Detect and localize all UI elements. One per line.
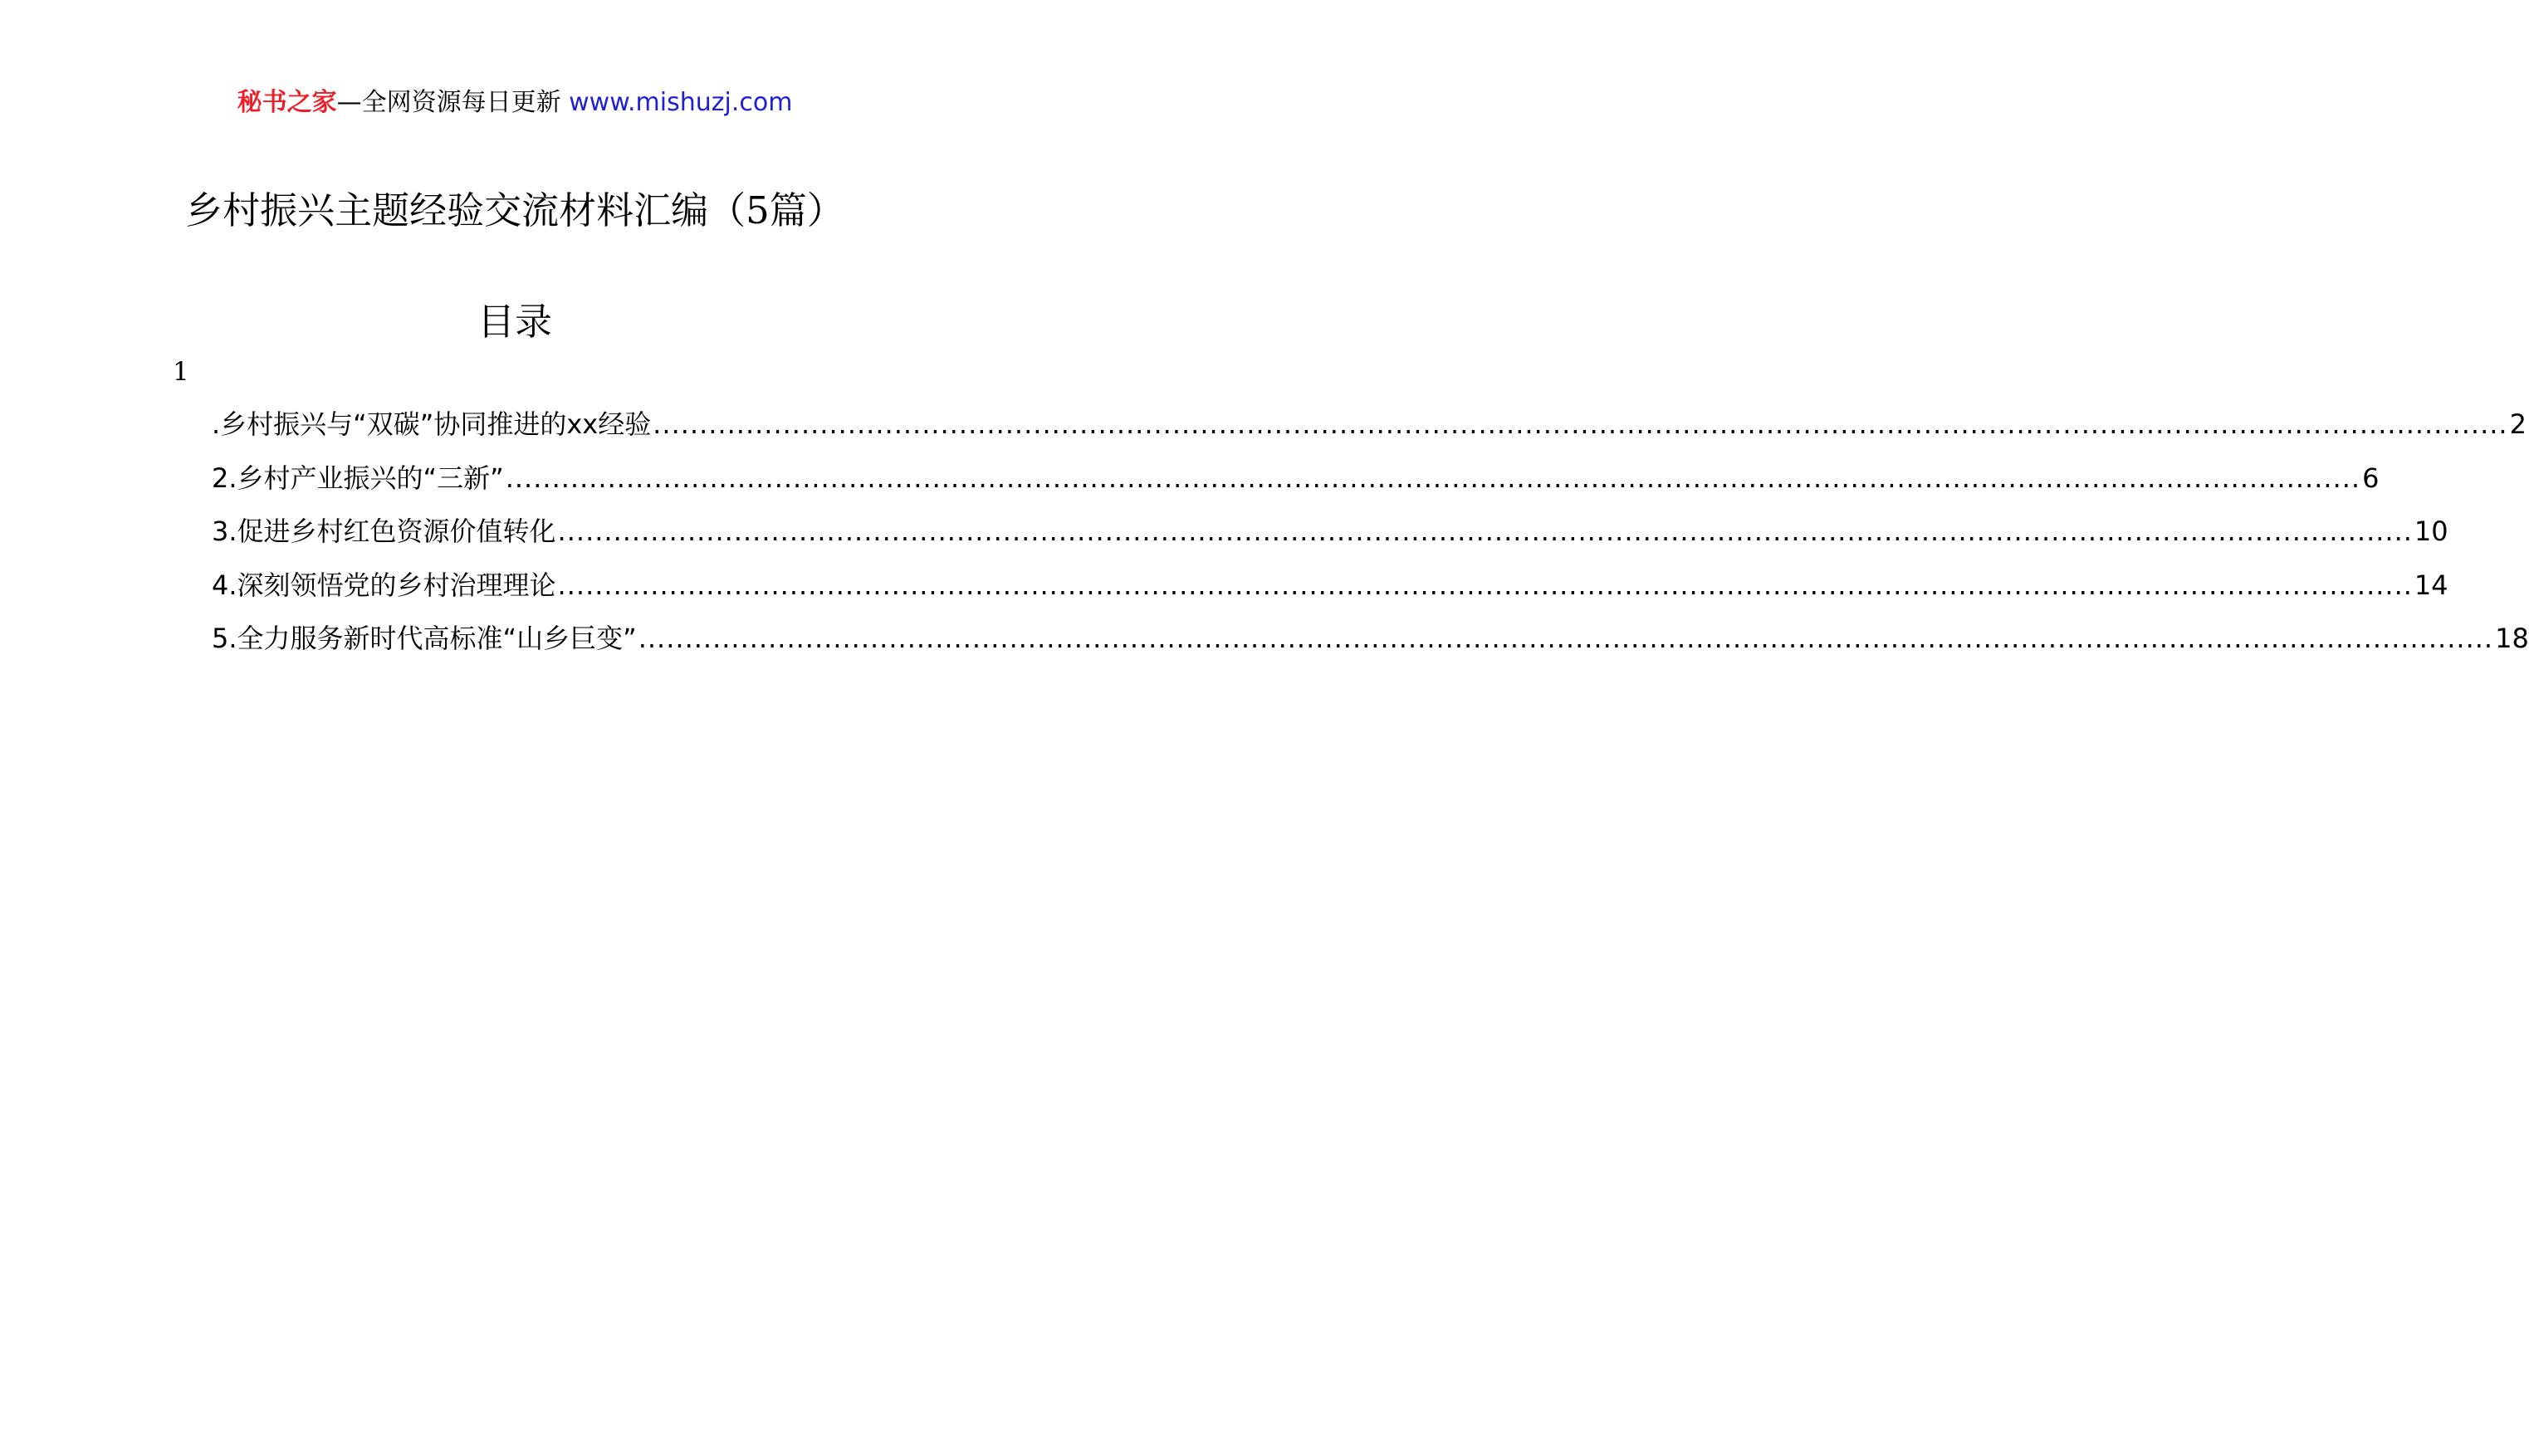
toc-entry-title: 3.促进乡村红色资源价值转化 (212, 515, 556, 547)
toc-entry[interactable] (212, 568, 2448, 622)
toc-dot-leader: ........................................................................................................................................................................................................ (505, 462, 2361, 494)
toc-dot-leader: ........................................................................................................................................................................................................ (638, 623, 2494, 654)
toc-entry-title: 2.乡村产业振兴的“三新” (212, 462, 504, 494)
toc-entry-title: .乡村振兴与“双碳”协同推进的xx经验 (212, 408, 652, 440)
document-title (0, 184, 1030, 237)
toc-entry[interactable] (212, 514, 2448, 568)
toc-entry-title: 5.全力服务新时代高标准“山乡巨变” (212, 623, 637, 654)
toc-heading: 目录 (477, 300, 552, 344)
toc-entry[interactable] (212, 621, 2529, 675)
toc-page-number: 2 (2509, 408, 2527, 440)
toc-page-number: 10 (2414, 515, 2448, 547)
toc-entry-title: 4.深刻领悟党的乡村治理理论 (212, 569, 556, 601)
table-of-contents (212, 407, 2529, 675)
toc-entry[interactable] (212, 407, 2527, 461)
toc-page-number: 6 (2362, 462, 2380, 494)
title-prefix: 乡村振兴主题经验交流材料汇编（ (185, 188, 746, 232)
toc-page-number: 14 (2414, 569, 2448, 601)
brand-name: 秘书之家 (237, 88, 337, 117)
title-count: 5 (746, 188, 770, 232)
toc-entry[interactable] (212, 461, 2380, 515)
header-tagline: —全网资源每日更新 (336, 88, 570, 117)
toc-dot-leader: ........................................................................................................................................................................................................ (653, 408, 2508, 440)
toc-page-number: 18 (2495, 623, 2529, 654)
toc-dot-leader: ........................................................................................................................................................................................................ (557, 515, 2413, 547)
site-url-link[interactable]: www.mishuzj.com (569, 88, 793, 117)
site-header (0, 83, 1030, 123)
title-suffix: 篇） (769, 188, 844, 232)
toc-dot-leader: ........................................................................................................................................................................................................ (557, 569, 2413, 601)
toc-stray-number: 1 (173, 357, 189, 387)
